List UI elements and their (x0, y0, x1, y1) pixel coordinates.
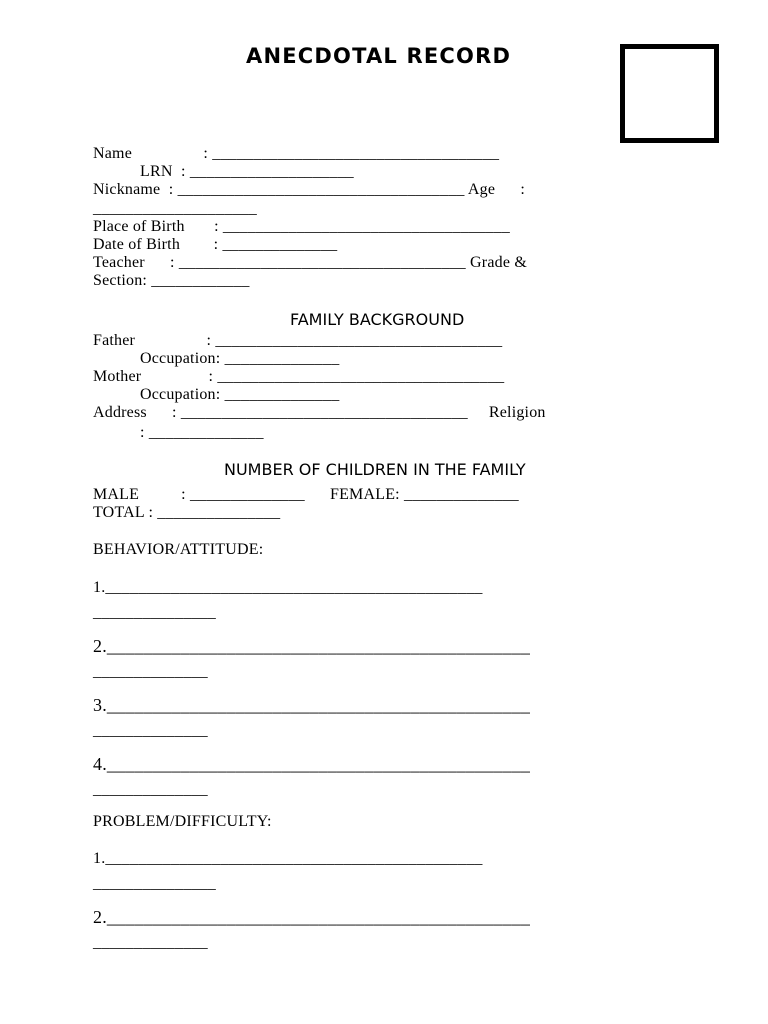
nickname-field: Nickname : ___________________________________ Age : (93, 181, 526, 198)
behavior-line-2-cont: ______________ (93, 663, 208, 680)
behavior-line-2: 2.______________________________________________ (93, 636, 531, 656)
behavior-line-3-cont: ______________ (93, 722, 208, 739)
problem-line-2-cont: ______________ (93, 934, 208, 951)
behavior-label: BEHAVIOR/ATTITUDE: (93, 541, 264, 558)
behavior-line-3: 3.______________________________________________ (93, 695, 531, 715)
teacher-field: Teacher : ___________________________________ Grade & (93, 254, 527, 271)
age-field-blank: ____________________ (93, 200, 257, 217)
name-field: Name : ___________________________________ (93, 145, 500, 162)
problem-line-1-cont: _______________ (93, 875, 216, 892)
total-field: TOTAL : _______________ (93, 504, 281, 521)
section-field: Section: ____________ (93, 272, 250, 289)
lrn-field: LRN : ____________________ (140, 163, 354, 180)
place-of-birth-field: Place of Birth : ___________________________________ (93, 218, 510, 235)
date-of-birth-field: Date of Birth : ______________ (93, 236, 338, 253)
mother-field: Mother : ___________________________________ (93, 368, 505, 385)
male-female-field: MALE : ______________ FEMALE: ______________ (93, 486, 519, 503)
family-background-heading: FAMILY BACKGROUND (290, 310, 465, 329)
address-field: Address : ___________________________________ Religion (93, 404, 546, 421)
behavior-line-1-cont: _______________ (93, 604, 216, 621)
behavior-line-4-cont: ______________ (93, 781, 208, 798)
page-title: ANECDOTAL RECORD (246, 44, 512, 68)
father-field: Father : ___________________________________ (93, 332, 503, 349)
problem-line-2: 2.______________________________________________ (93, 907, 531, 927)
behavior-line-1: 1.______________________________________________ (93, 579, 483, 596)
religion-field-blank: : ______________ (140, 424, 264, 441)
father-occupation-field: Occupation: ______________ (140, 350, 340, 367)
mother-occupation-field: Occupation: ______________ (140, 386, 340, 403)
problem-label: PROBLEM/DIFFICULTY: (93, 813, 272, 830)
children-heading: NUMBER OF CHILDREN IN THE FAMILY (224, 460, 526, 479)
behavior-line-4: 4.______________________________________________ (93, 754, 531, 774)
photo-box (620, 44, 719, 143)
problem-line-1: 1.______________________________________________ (93, 850, 483, 867)
